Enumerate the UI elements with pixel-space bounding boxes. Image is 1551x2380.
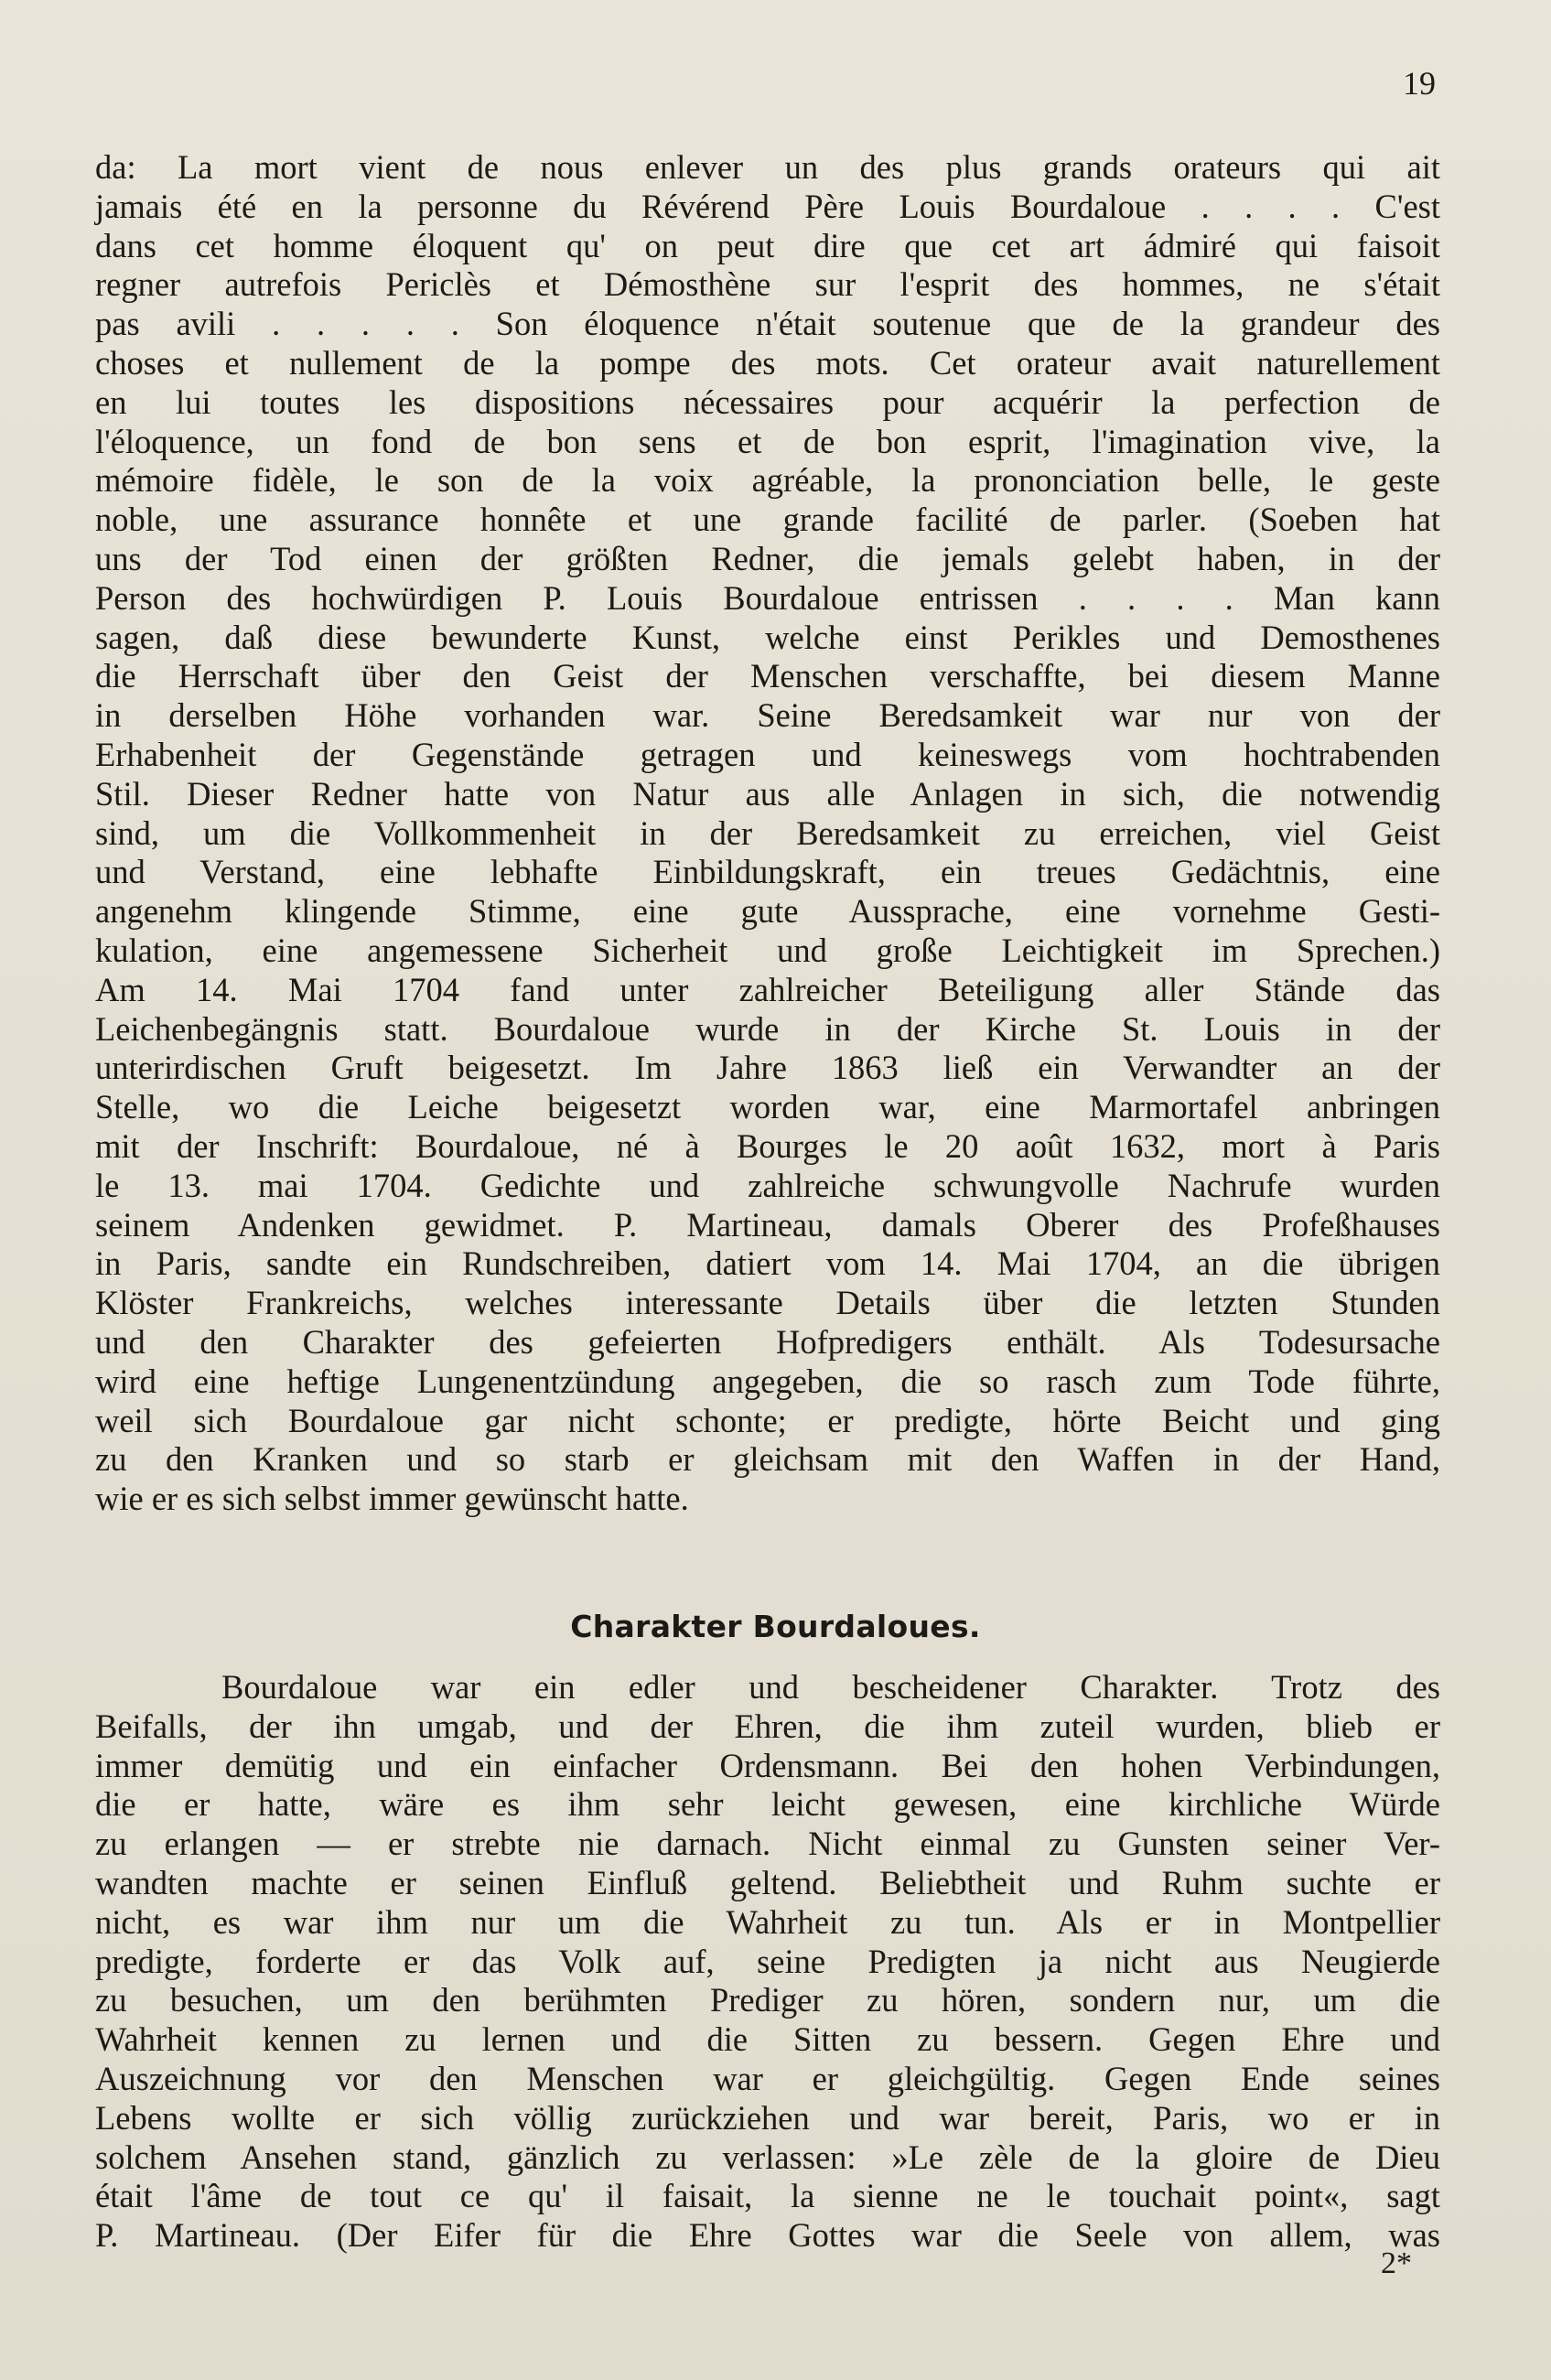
text-line: wie er es sich selbst immer gewünscht hatte. (95, 1480, 689, 1518)
text-line: sagen, daß diese bewunderte Kunst, welche einst Perikles und Demosthenes (95, 618, 1440, 656)
text-line: uns der Tod einen der größten Redner, die jemals gelebt haben, in der (95, 539, 1440, 577)
text-line: l'éloquence, un fond de bon sens et de bon esprit, l'imagination vive, la (95, 422, 1440, 460)
text-line: Leichenbegängnis statt. Bourdaloue wurde in der Kirche St. Louis in der (95, 1009, 1440, 1048)
text-line: noble, une assurance honnête et une grande facilité de parler. (Soeben hat (95, 501, 1440, 539)
text-line: Am 14. Mai 1704 fand unter zahlreicher Beteiligung aller Stände das (95, 970, 1440, 1008)
text-line: zu erlangen — er strebte nie darnach. Nicht einmal zu Gunsten seiner Ver- (95, 1825, 1440, 1863)
text-line: Lebens wollte er sich völlig zurückziehen und war bereit, Paris, wo er in (95, 2098, 1440, 2137)
text-line: sind, um die Vollkommenheit in der Beredsamkeit zu erreichen, viel Geist (95, 813, 1440, 852)
text-line: in Paris, sandte ein Rundschreiben, datiert vom 14. Mai 1704, an die übrigen (95, 1244, 1440, 1283)
text-line: immer demütig und ein einfacher Ordensmann. Bei den hohen Verbindungen, (95, 1746, 1440, 1784)
text-line: Stelle, wo die Leiche beigesetzt worden war, eine Marmortafel anbringen (95, 1088, 1440, 1126)
text-line: jamais été en la personne du Révérend Père Louis Bourdaloue . . . . C'est (95, 187, 1440, 225)
text-line: P. Martineau. (Der Eifer für die Ehre Gottes war die Seele von allem, was (95, 2216, 1440, 2255)
text-line: kulation, eine angemessene Sicherheit und große Leichtigkeit im Sprechen.) (95, 931, 1440, 969)
text-line: Stil. Dieser Redner hatte von Natur aus alle Anlagen in sich, die notwendig (95, 774, 1440, 813)
text-line: Bourdaloue war ein edler und bescheidener Charakter. Trotz des (221, 1668, 1440, 1706)
text-line: pas avili . . . . . Son éloquence n'était soutenue que de la grandeur des (95, 305, 1440, 343)
text-line: seinem Andenken gewidmet. P. Martineau, damals Oberer des Profeßhauses (95, 1205, 1440, 1244)
page-number: 19 (1403, 65, 1436, 102)
text-line: wird eine heftige Lungenentzündung angegeben, die so rasch zum Tode führte, (95, 1362, 1440, 1400)
section-heading: Charakter Bourdaloues. (570, 1609, 981, 1644)
text-line: unterirdischen Gruft beigesetzt. Im Jahre 1863 ließ ein Verwandter an der (95, 1049, 1440, 1087)
text-line: mit der Inschrift: Bourdaloue, né à Bourges le 20 août 1632, mort à Paris (95, 1126, 1440, 1165)
text-line: in derselben Höhe vorhanden war. Seine Beredsamkeit war nur von der (95, 696, 1440, 735)
text-line: choses et nullement de la pompe des mots. Cet orateur avait naturellement (95, 343, 1440, 382)
text-line: Klöster Frankreichs, welches interessante Details über die letzten Stunden (95, 1284, 1440, 1322)
text-line: angenehm klingende Stimme, eine gute Aussprache, eine vornehme Gesti- (95, 892, 1440, 931)
text-line: zu besuchen, um den berühmten Prediger zu hören, sondern nur, um die (95, 1981, 1440, 2019)
text-line: Auszeichnung vor den Menschen war er gleichgültig. Gegen Ende seines (95, 2059, 1440, 2097)
text-line: Erhabenheit der Gegenstände getragen und keineswegs vom hochtrabenden (95, 735, 1440, 773)
paragraph-main (95, 148, 1440, 1519)
text-line: die Herrschaft über den Geist der Menschen verschaffte, bei diesem Manne (95, 657, 1440, 695)
text-line: wandten machte er seinen Einfluß geltend. Beliebtheit und Ruhm suchte er (95, 1863, 1440, 1901)
paragraph-character (95, 1668, 1440, 2256)
text-line: Beifalls, der ihn umgab, und der Ehren, die ihm zuteil wurden, blieb er (95, 1707, 1440, 1745)
text-line: predigte, forderte er das Volk auf, seine Predigten ja nicht aus Neugierde (95, 1942, 1440, 1980)
text-line: solchem Ansehen stand, gänzlich zu verlassen: »Le zèle de la gloire de Dieu (95, 2138, 1440, 2176)
text-line: nicht, es war ihm nur um die Wahrheit zu tun. Als er in Montpellier (95, 1902, 1440, 1941)
signature-mark: 2* (1381, 2246, 1412, 2280)
text-line: die er hatte, wäre es ihm sehr leicht gewesen, eine kirchliche Würde (95, 1785, 1440, 1824)
text-line: weil sich Bourdaloue gar nicht schonte; er predigte, hörte Beicht und ging (95, 1401, 1440, 1439)
text-line: und Verstand, eine lebhafte Einbildungskraft, ein treues Gedächtnis, eine (95, 853, 1440, 891)
text-line: regner autrefois Periclès et Démosthène sur l'esprit des hommes, ne s'était (95, 265, 1440, 304)
text-line: da: La mort vient de nous enlever un des plus grands orateurs qui ait (95, 148, 1440, 186)
text-line: Person des hochwürdigen P. Louis Bourdaloue entrissen . . . . Man kann (95, 578, 1440, 617)
text-line: und den Charakter des gefeierten Hofpredigers enthält. Als Todesursache (95, 1322, 1440, 1361)
text-line: le 13. mai 1704. Gedichte und zahlreiche schwungvolle Nachrufe wurden (95, 1166, 1440, 1204)
text-line: mémoire fidèle, le son de la voix agréable, la prononciation belle, le geste (95, 461, 1440, 500)
text-line: en lui toutes les dispositions nécessaires pour acquérir la perfection de (95, 382, 1440, 421)
text-line: était l'âme de tout ce qu' il faisait, la sienne ne le touchait point«, sagt (95, 2177, 1440, 2215)
text-line: Wahrheit kennen zu lernen und die Sitten zu bessern. Gegen Ehre und (95, 2020, 1440, 2059)
text-line: dans cet homme éloquent qu' on peut dire que cet art ádmiré qui faisoit (95, 226, 1440, 264)
text-line: zu den Kranken und so starb er gleichsam mit den Waffen in der Hand, (95, 1440, 1440, 1479)
